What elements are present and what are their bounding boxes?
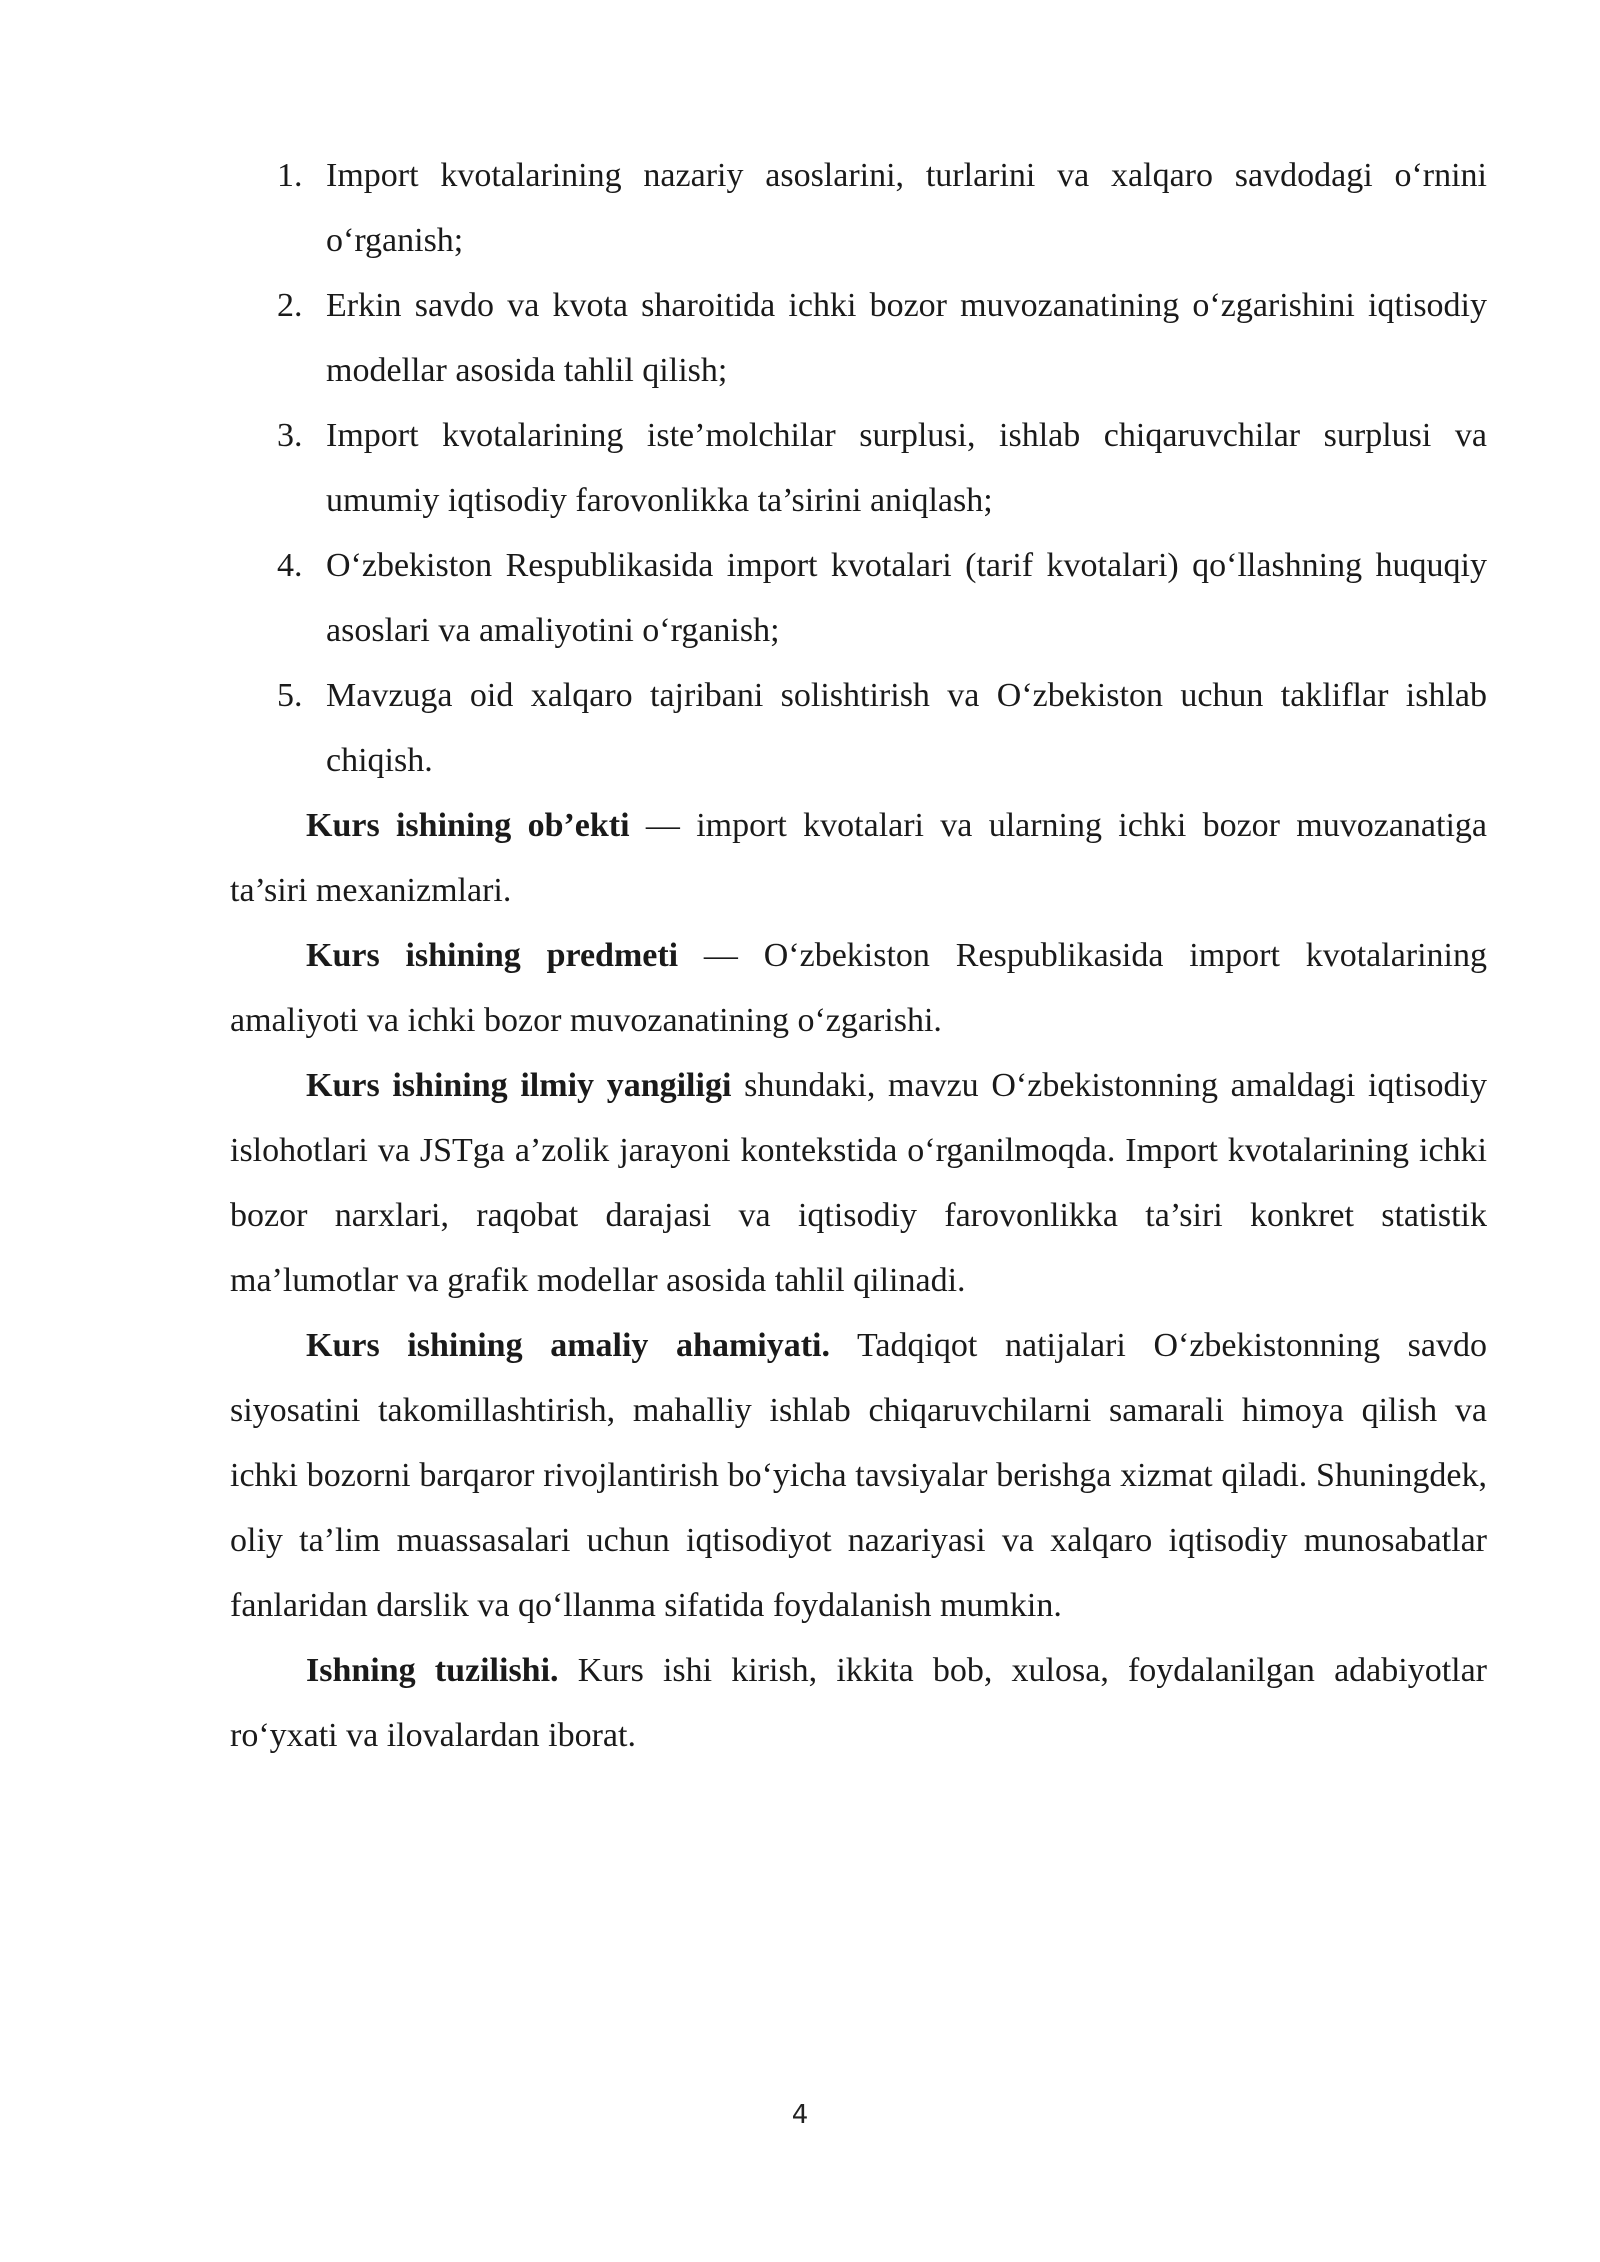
structure-label: Ishning tuzilishi. [306, 1652, 559, 1689]
practical-paragraph [230, 1313, 1487, 1638]
list-item [230, 533, 1487, 663]
list-item-text: O‘zbekiston Respublikasida import kvotalari (tarif kvotalari) qo‘llashning huquqiy asoslari va amaliyotini o‘rganish; [326, 547, 1487, 649]
novelty-label: Kurs ishining ilmiy yangiligi [306, 1067, 732, 1104]
list-item-number: 1. [277, 157, 303, 194]
list-item-text: Import kvotalarining nazariy asoslarini, turlarini va xalqaro savdodagi o‘rnini o‘rganish; [326, 157, 1487, 259]
structure-text: Kurs ishi kirish, ikkita bob, xulosa, foydalanilgan adabiyotlar ro‘yxati va ilovalardan iborat. [230, 1652, 1487, 1754]
page-body [230, 143, 1487, 1768]
list-item-text: Mavzuga oid xalqaro tajribani solishtirish va O‘zbekiston uchun takliflar ishlab chiqish. [326, 677, 1487, 779]
subject-paragraph [230, 923, 1487, 1053]
object-paragraph [230, 793, 1487, 923]
novelty-paragraph [230, 1053, 1487, 1313]
list-item [230, 663, 1487, 793]
subject-text: — O‘zbekiston Respublikasida import kvotalarining amaliyoti va ichki bozor muvozanatining o‘zgarishi. [230, 937, 1487, 1039]
list-item-number: 4. [277, 547, 303, 584]
list-item-number: 3. [277, 417, 303, 454]
object-label: Kurs ishining ob’ekti [306, 807, 630, 844]
novelty-text: shundaki, mavzu O‘zbekistonning amaldagi iqtisodiy islohotlari va JSTga a’zolik jarayoni kontekstida o‘rganilmoqda. Import kvotalarining ichki bozor narxlari, raqobat darajasi va iqtisodiy farovonlikka ta’siri konkret statistik ma’lumotlar va grafik modellar asosida tahlil qilinadi. [230, 1067, 1487, 1299]
practical-text: Tadqiqot natijalari O‘zbekistonning savdo siyosatini takomillashtirish, mahalliy ishlab chiqaruvchilarni samarali himoya qilish va ichki bozorni barqaror rivojlantirish bo‘yicha tavsiyalar berishga xizmat qiladi. Shuningdek, oliy ta’lim muassasalari uchun iqtisodiyot nazariyasi va xalqaro iqtisodiy munosabatlar fanlaridan darslik va qo‘llanma sifatida foydalanish mumkin. [230, 1327, 1488, 1624]
subject-label: Kurs ishining predmeti [306, 937, 679, 974]
list-item-text: Erkin savdo va kvota sharoitida ichki bozor muvozanatining o‘zgarishini iqtisodiy modellar asosida tahlil qilish; [326, 287, 1487, 389]
list-item [230, 143, 1487, 273]
structure-paragraph [230, 1638, 1487, 1768]
list-item-number: 5. [277, 677, 303, 714]
list-item [230, 273, 1487, 403]
page-number: 4 [791, 2100, 809, 2130]
task-list [230, 143, 1487, 793]
practical-label: Kurs ishining amaliy ahamiyati. [306, 1327, 830, 1364]
list-item-text: Import kvotalarining iste’molchilar surplusi, ishlab chiqaruvchilar surplusi va umumiy iqtisodiy farovonlikka ta’sirini aniqlash; [326, 417, 1487, 519]
object-text: — import kvotalari va ularning ichki bozor muvozanatiga ta’siri mexanizmlari. [230, 807, 1488, 909]
list-item [230, 403, 1487, 533]
list-item-number: 2. [277, 287, 303, 324]
